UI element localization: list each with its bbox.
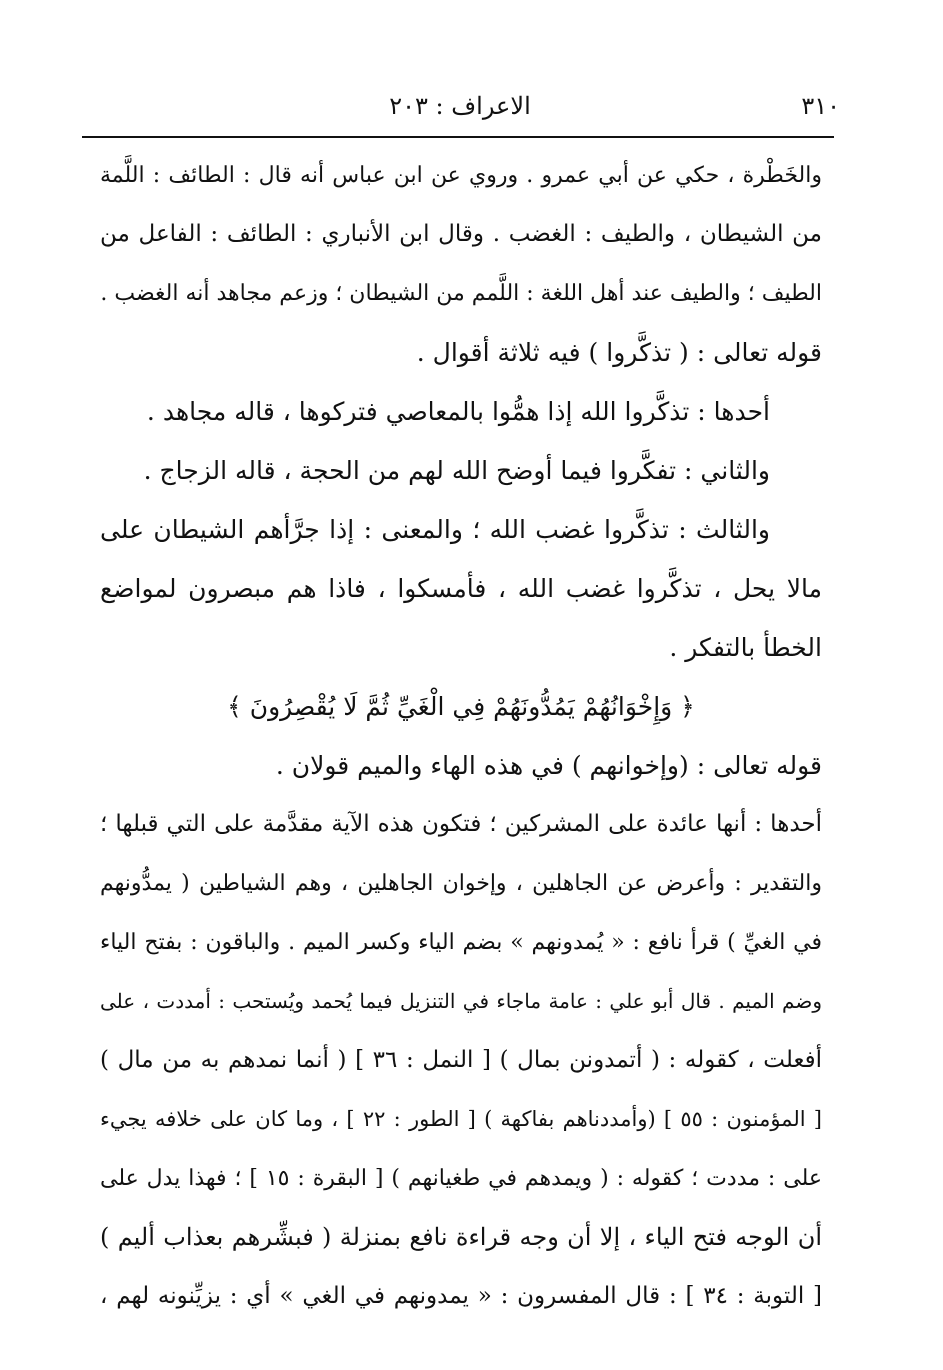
text-line: والثاني : تفكَّروا فيما أوضح الله لهم من الحجة ، قاله الزجاج . (143, 456, 770, 485)
header-rule (82, 136, 834, 138)
running-title: الاعراف : ٢٠٣ (389, 92, 531, 120)
text-line: [ التوبة : ٣٤ ] : قال المفسرون : « يمدونهم في الغي » أي : يزيِّنونه لهم ، (100, 1283, 822, 1309)
text-line: أحدها : تذكَّروا الله إذا همُّوا بالمعاصي فتركوها ، قاله مجاهد . (146, 397, 770, 426)
text-line: مالا يحل ، تذكَّروا غضب الله ، فأمسكوا ، فاذا هم مبصرون لمواضع (100, 574, 822, 603)
text-line: أفعلت ، كقوله : ( أتمدونن بمال ) [ النمل : ٣٦ ] ( أنما نمدهم به من مال ) (100, 1047, 822, 1073)
page-header (80, 92, 840, 132)
section-heading: قوله تعالى : ( تذكَّروا ) فيه ثلاثة أقوال . (416, 338, 822, 367)
body-text (100, 146, 822, 1326)
text-line: الطيف ؛ والطيف عند أهل اللغة : اللَّمم من الشيطان ؛ وزعم مجاهد أنه الغضب . (100, 281, 822, 306)
text-line: في الغيِّ ) قرأ نافع : « يُمدونهم » بضم الياء وكسر الميم . والباقون : بفتح الياء (100, 930, 822, 955)
text-line: أن الوجه فتح الياء ، إلا أن وجه قراءة نافع بمنزلة ( فبشِّرهم بعذاب أليم ) (100, 1223, 822, 1251)
text-line: وضم الميم . قال أبو علي : عامة ماجاء في التنزيل فيما يُحمد ويُستحب : أمددت ، على (100, 989, 822, 1013)
text-line: والتقدير : وأعرض عن الجاهلين ، وإخوان الجاهلين ، وهم الشياطين ( يمدُّونهم (100, 871, 822, 896)
text-line: أحدها : أنها عائدة على المشركين ؛ فتكون هذه الآية مقدَّمة على التي قبلها ؛ (100, 811, 822, 837)
text-line: على : مددت ؛ كقوله : ( ويمدهم في طغيانهم ) [ البقرة : ١٥ ] ؛ فهذا يدل على (100, 1166, 822, 1191)
text-line: والخَطْرة ، حكي عن أبي عمرو . وروي عن ابن عباس أنه قال : الطائف : اللَّمة (100, 163, 822, 188)
page-number: ٣١٠ (801, 92, 840, 120)
text-line: والثالث : تذكَّروا غضب الله ؛ والمعنى : إذا جرَّأهم الشيطان على (100, 515, 770, 544)
quran-verse: ﴿ وَإِخْوَانُهُمْ يَمُدُّونَهُمْ فِي الْغَيِّ ثُمَّ لَا يُقْصِرُونَ ﴾ (227, 692, 695, 721)
text-line: [ المؤمنون : ٥٥ ] (وأمددناهم بفاكهة ) [ الطور : ٢٢ ] ، وما كان على خلافه يجيء (100, 1107, 822, 1131)
section-heading: قوله تعالى : (وإخوانهم ) في هذه الهاء والميم قولان . (275, 751, 822, 780)
text-line: الخطأ بالتفكر . (669, 633, 822, 662)
text-line: من الشيطان ، والطيف : الغضب . وقال ابن الأنباري : الطائف : الفاعل من (100, 221, 822, 247)
